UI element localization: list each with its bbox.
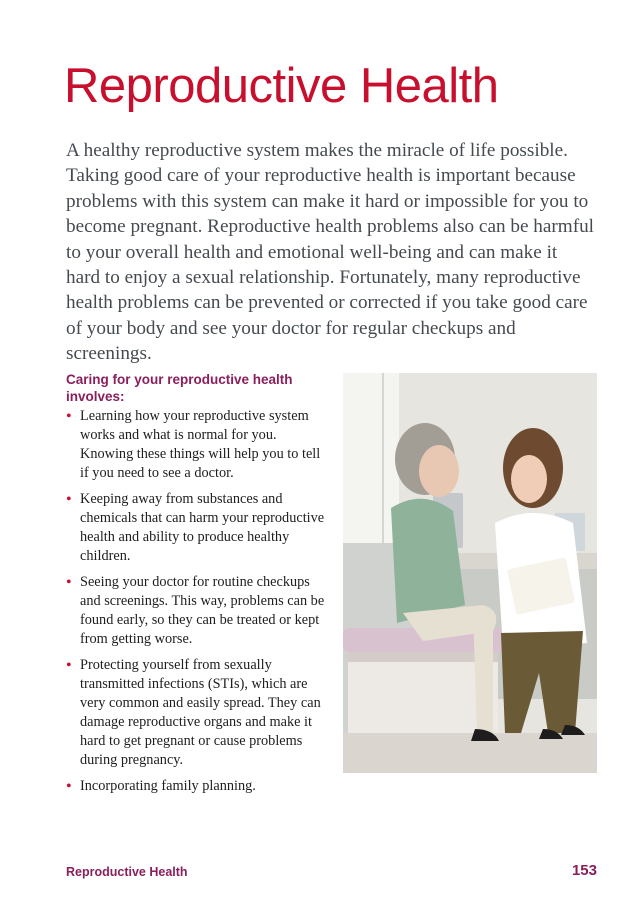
list-item-text: Learning how your reproductive system works and what is normal for you. Knowing these things will help you to tell if you need to see a doctor. xyxy=(80,408,321,481)
list-item xyxy=(66,490,328,566)
caring-heading: Caring for your reproductive health involves: xyxy=(66,372,293,404)
doctor-patient-photo xyxy=(343,373,597,773)
list-item xyxy=(66,573,328,649)
bullet-icon: • xyxy=(66,778,72,795)
list-item-text: Protecting yourself from sexually transmitted infections (STIs), which are very common and easily spread. They can damage reproductive organs and make it hard to get pregnant or cause problems during pregnancy. xyxy=(80,657,321,768)
list-item xyxy=(66,656,328,770)
list-item xyxy=(66,407,328,483)
page-title: Reproductive Health xyxy=(64,59,499,113)
list-item-text: Seeing your doctor for routine checkups and screenings. This way, problems can be found early, so they can be treated or kept from getting worse. xyxy=(80,574,325,647)
list-item-text: Incorporating family planning. xyxy=(80,778,256,794)
bullet-icon: • xyxy=(66,574,72,591)
photo-window xyxy=(343,373,399,563)
footer-section-label: Reproductive Health xyxy=(66,865,188,879)
bullet-icon: • xyxy=(66,491,72,508)
intro-paragraph: A healthy reproductive system makes the miracle of life possible. Taking good care of your reproductive health is important because problems with this system can make it hard or impossible for you to become pregnant. Reproductive health problems also can be harmful to your overall health and emotional well-being and can make it hard to enjoy a sexual relationship. Fortunately, many reproductive health problems can be prevented or corrected if you take good care of your body and see your doctor for regular checkups and screenings. xyxy=(66,140,595,365)
list-item-text: Keeping away from substances and chemicals that can harm your reproductive health and ability to produce healthy children. xyxy=(80,491,325,564)
bullet-icon: • xyxy=(66,408,72,425)
caring-list xyxy=(66,407,328,803)
list-item xyxy=(66,777,328,796)
page-number: 153 xyxy=(571,862,597,879)
bullet-icon: • xyxy=(66,657,72,674)
